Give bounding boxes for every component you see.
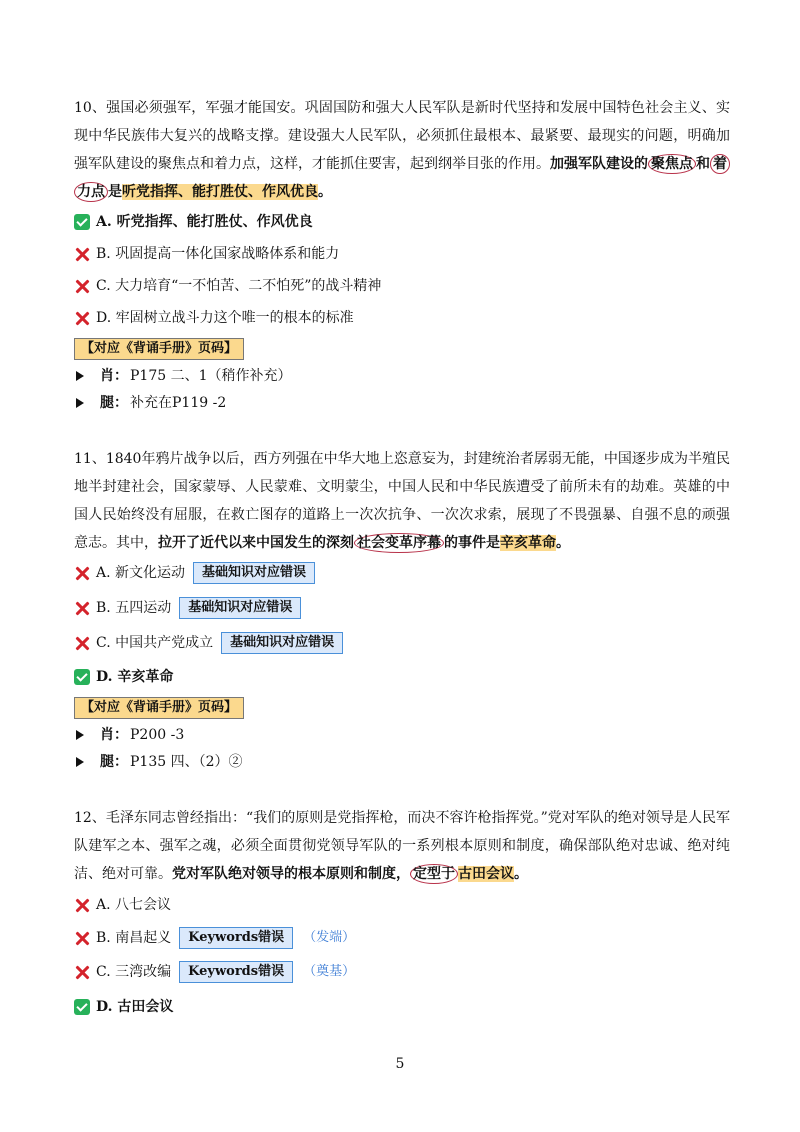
cross-icon (74, 310, 90, 326)
q12-stem: 12、毛泽东同志曾经指出：“我们的原则是党指挥枪，而决不容许枪指挥党。”党对军队的绝对领导是人民军队建军之本、强军之魂，必须全面贯彻党领导军队的一系列根本原则和制度，确保部队绝对忠诚、绝对纯洁、绝对可靠。 (74, 810, 730, 882)
cross-icon (74, 964, 90, 980)
option-label: D. 古田会议 (96, 999, 174, 1015)
q11-bold: 拉开了近代以来中国发生的深刻 (158, 535, 354, 551)
option-label: D. 牢固树立战斗力这个唯一的根本的标准 (96, 310, 354, 326)
option-label: C. 中国共产党成立 (96, 635, 214, 651)
arrow-bullet-icon (76, 730, 84, 740)
q11-reference-label: 【对应《背诵手册》页码】 (74, 697, 244, 719)
q12-bold: 党对军队绝对领导的根本原则和制度， (172, 866, 410, 882)
option-label: C. 三湾改编 (96, 964, 172, 980)
option-label: A. 八七会议 (96, 897, 172, 913)
ref-value: 补充在P119 -2 (130, 395, 227, 411)
question-10-text (74, 94, 730, 206)
ref-value: P135 四、（2）② (130, 754, 243, 770)
q10-circled-lidian: 力点 (74, 182, 108, 202)
q11-stem: 11、1840年鸦片战争以后，西方列强在中华大地上恣意妄为，封建统治者孱弱无能，中国逐步成为半殖民地半封建社会，国家蒙辱、人民蒙难、文明蒙尘，中国人民和中华民族遭受了前所未有的劫难。英雄的中国人民始终没有屈服，在救亡图存的道路上一次次抗争、一次次求索，展现了不畏强暴、自强不息的顽强意志。其中， (74, 451, 730, 551)
cross-icon (74, 565, 90, 581)
q10-end: 。 (318, 184, 332, 200)
q12-answer-highlight: 古田会议 (458, 866, 514, 882)
arrow-bullet-icon (76, 371, 84, 381)
error-tag: Keywords错误 (179, 927, 293, 949)
q10-answer-highlight: 听党指挥、能打胜仗、作风优良 (122, 184, 318, 200)
option-label: B. 五四运动 (96, 600, 172, 616)
question-12-text (74, 804, 730, 888)
option-label: B. 南昌起义 (96, 930, 172, 946)
q10-reference-label: 【对应《背诵手册》页码】 (74, 338, 244, 360)
ref-value: P200 -3 (130, 727, 185, 743)
error-tag: 基础知识对应错误 (179, 597, 301, 619)
ref-key: 肖： (100, 727, 128, 743)
ref-key: 腿： (100, 754, 128, 770)
q11-end: 。 (556, 535, 570, 551)
q10-option-a (74, 211, 313, 233)
arrow-bullet-icon (76, 398, 84, 408)
cross-icon (74, 635, 90, 651)
q11-answer-highlight: 辛亥革命 (500, 535, 556, 551)
check-icon (74, 669, 90, 685)
option-label: C. 大力培育“一不怕苦、二不怕死”的战斗精神 (96, 278, 382, 294)
cross-icon (74, 278, 90, 294)
q10-and: 和 (696, 156, 710, 172)
q10-stem: 10、强国必须强军，军强才能国安。巩固国防和强大人民军队是新时代坚持和发展中国特色社会主义、实现中华民族伟大复兴的战略支撑。建设强大人民军队，必须抓住最根本、最紧要、最现实的问题，明确加强军队建设的聚焦点和着力点，这样，才能抓住要害，起到纲举目张的作用。 (74, 100, 730, 172)
q10-is: 是 (108, 184, 122, 200)
q11-circled-text: 社会变革序幕 (354, 533, 444, 553)
q11-tui-ref (74, 751, 243, 773)
q12-option-b (74, 927, 355, 949)
q12-option-d (74, 996, 173, 1018)
ref-key: 肖： (100, 368, 128, 384)
option-label: A. 新文化运动 (96, 565, 186, 581)
option-label: A. 听党指挥、能打胜仗、作风优良 (96, 214, 313, 230)
question-11-text (74, 445, 730, 557)
ref-value: P175 二、1（稍作补充） (130, 368, 292, 384)
arrow-bullet-icon (76, 757, 84, 767)
cross-icon (74, 600, 90, 616)
check-icon (74, 999, 90, 1015)
check-icon (74, 214, 90, 230)
q11-option-a (74, 562, 315, 584)
q11-xiao-ref (74, 724, 184, 746)
q12-circled-text: 定型于 (410, 864, 458, 884)
q10-circled-focus: 聚焦点 (648, 154, 696, 174)
page-number: 5 (395, 1056, 405, 1072)
q12-end: 。 (514, 866, 528, 882)
error-tag: 基础知识对应错误 (193, 562, 315, 584)
q10-circled-zhuo: 着 (710, 154, 730, 174)
q10-option-c (74, 275, 381, 297)
q10-option-b (74, 243, 339, 265)
cross-icon (74, 930, 90, 946)
error-tag: 基础知识对应错误 (221, 632, 343, 654)
option-note: （奠基） (303, 964, 356, 979)
q10-xiao-ref (74, 365, 292, 387)
q11-option-d (74, 666, 173, 688)
q11-option-b (74, 597, 301, 619)
q11-bold-2: 的事件是 (444, 535, 500, 551)
cross-icon (74, 897, 90, 913)
error-tag: Keywords错误 (179, 961, 293, 983)
cross-icon (74, 246, 90, 262)
q12-option-a (74, 894, 171, 916)
option-label: D. 辛亥革命 (96, 669, 174, 685)
option-label: B. 巩固提高一体化国家战略体系和能力 (96, 246, 340, 262)
q10-bold: 加强军队建设的 (550, 156, 648, 172)
q11-option-c (74, 632, 343, 654)
q12-option-c (74, 961, 355, 983)
ref-key: 腿： (100, 395, 128, 411)
q10-option-d (74, 307, 354, 329)
option-note: （发端） (303, 930, 356, 945)
q10-tui-ref (74, 392, 226, 414)
